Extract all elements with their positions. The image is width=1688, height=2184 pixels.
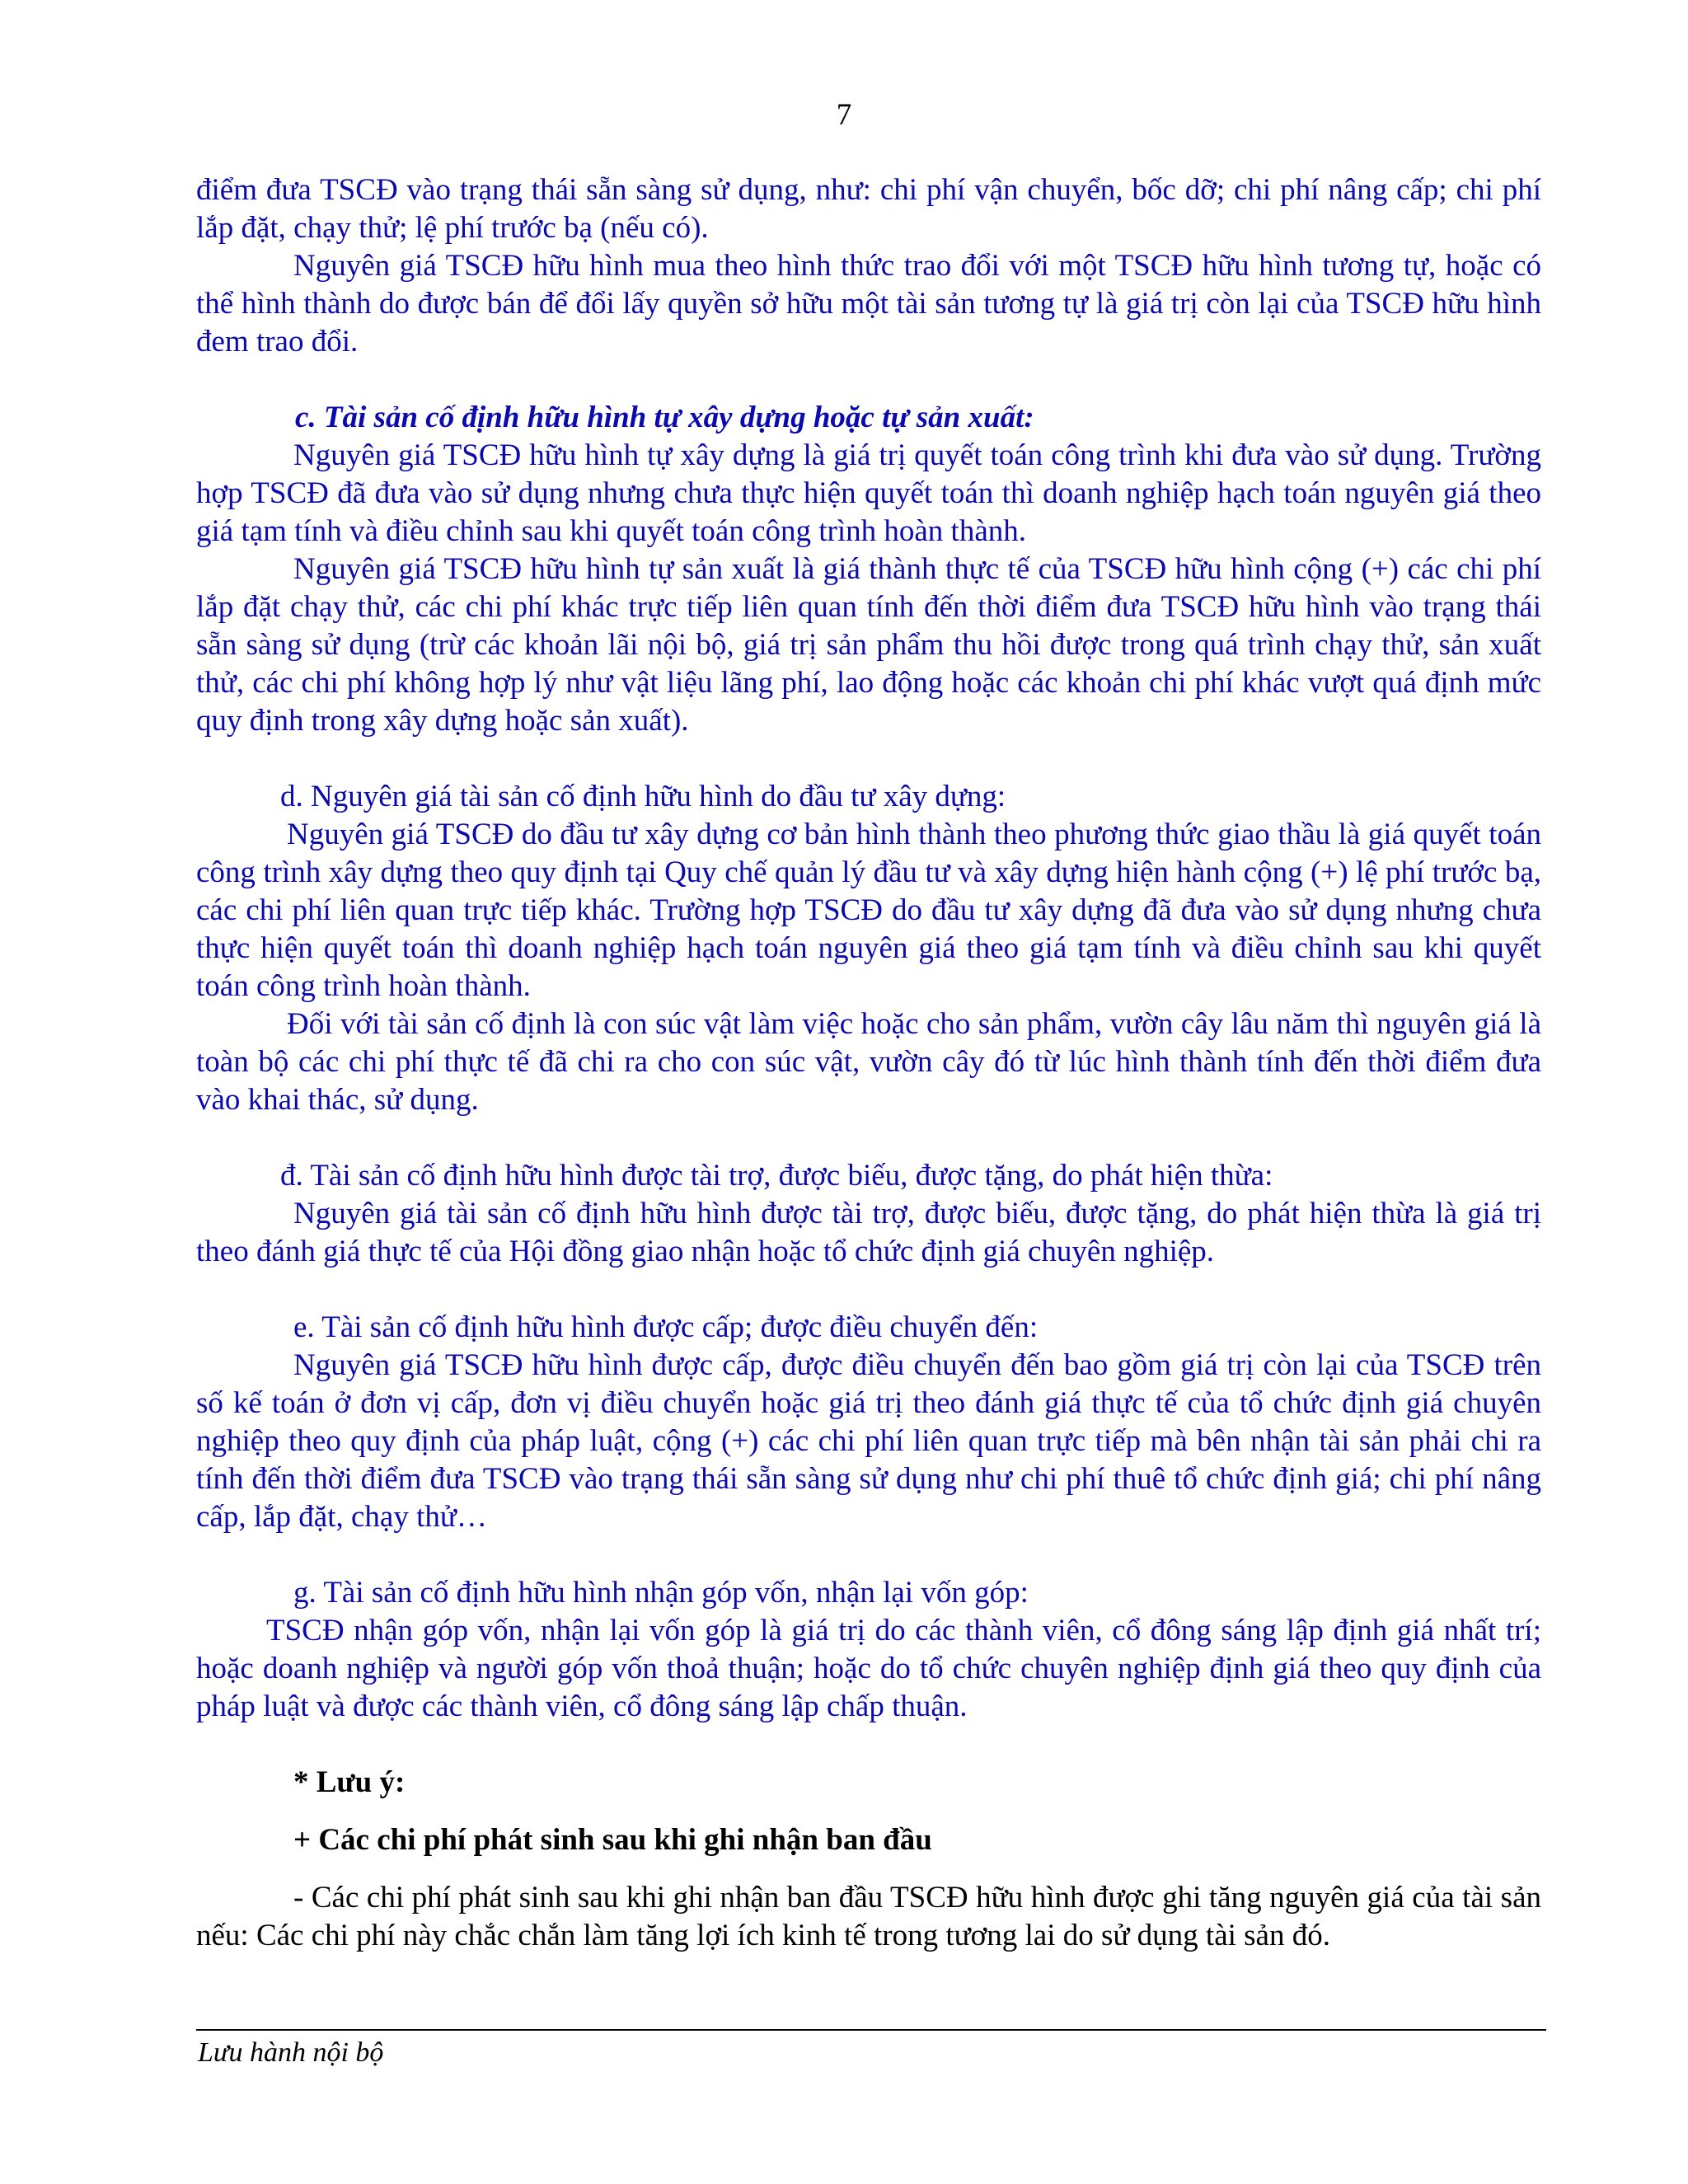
paragraph-transferred-assets: Nguyên giá TSCĐ hữu hình được cấp, được điều chuyển đến bao gồm giá trị còn lại của TSCĐ trên số kế toán ở đơn vị cấp, đơn vị điều chuyển hoặc giá trị theo đánh giá thực tế của tổ chức định giá chuyên nghiệp theo quy định của pháp luật, cộng (+) các chi phí liên quan trực tiếp mà bên nhận tài sản phải chi ra tính đến thời điểm đưa TSCĐ vào trạng thái sẵn sàng sử dụng như chi phí thuê tổ chức định giá; chi phí nâng cấp, lắp đặt, chạy thử…	[196, 1348, 1541, 1534]
paragraph-self-produced: Nguyên giá TSCĐ hữu hình tự sản xuất là giá thành thực tế của TSCĐ hữu hình cộng (+) các chi phí lắp đặt chạy thử, các chi phí khác trực tiếp liên quan tính đến thời điểm đưa TSCĐ hữu hình vào trạng thái sẵn sàng sử dụng (trừ các khoản lãi nội bộ, giá trị sản phẩm thu hồi được trong quá trình chạy thử, sản xuất thử, các chi phí không hợp lý như vật liệu lãng phí, lao động hoặc các khoản chi phí khác vượt quá định mức quy định trong xây dựng hoặc sản xuất).	[196, 552, 1541, 738]
section-heading-d: d. Nguyên giá tài sản cố định hữu hình do đầu tư xây dựng:	[280, 780, 1006, 813]
note-label: * Lưu ý:	[293, 1765, 406, 1799]
document-body	[196, 171, 1541, 1955]
paragraph-subsequent-costs: - Các chi phí phát sinh sau khi ghi nhận ban đầu TSCĐ hữu hình được ghi tăng nguyên giá của tài sản nếu: Các chi phí này chắc chắn làm tăng lợi ích kinh tế trong tương lai do sử dụng tài sản đó.	[196, 1881, 1541, 1952]
footer-divider	[196, 2029, 1546, 2031]
paragraph-intro-continued: điểm đưa TSCĐ vào trạng thái sẵn sàng sử dụng, như: chi phí vận chuyển, bốc dỡ; chi phí nâng cấp; chi phí lắp đặt, chạy thử; lệ phí trước bạ (nếu có).	[196, 173, 1541, 245]
section-heading-e: e. Tài sản cố định hữu hình được cấp; được điều chuyển đến:	[293, 1310, 1039, 1344]
paragraph-construction-investment: Nguyên giá TSCĐ do đầu tư xây dựng cơ bản hình thành theo phương thức giao thầu là giá quyết toán công trình xây dựng theo quy định tại Quy chế quản lý đầu tư và xây dựng hiện hành cộng (+) lệ phí trước bạ, các chi phí liên quan trực tiếp khác. Trường hợp TSCĐ do đầu tư xây dựng đã đưa vào sử dụng nhưng chưa thực hiện quyết toán thì doanh nghiệp hạch toán nguyên giá theo giá tạm tính và điều chỉnh sau khi quyết toán công trình hoàn thành.	[196, 818, 1541, 1003]
paragraph-capital-contribution: TSCĐ nhận góp vốn, nhận lại vốn góp là giá trị do các thành viên, cổ đông sáng lập định giá nhất trí; hoặc doanh nghiệp và người góp vốn thoả thuận; hoặc do tổ chức chuyên nghiệp định giá theo quy định của pháp luật và được các thành viên, cổ đông sáng lập chấp thuận.	[196, 1614, 1541, 1723]
section-heading-c: c. Tài sản cố định hữu hình tự xây dựng hoặc tự sản xuất:	[295, 401, 1034, 434]
section-heading-dd: đ. Tài sản cố định hữu hình được tài trợ, được biếu, được tặng, do phát hiện thừa:	[280, 1159, 1273, 1193]
footer-text: Lưu hành nội bộ	[198, 2037, 384, 2068]
note-heading: + Các chi phí phát sinh sau khi ghi nhận ban đầu	[293, 1823, 932, 1857]
paragraph-self-built: Nguyên giá TSCĐ hữu hình tự xây dựng là giá trị quyết toán công trình khi đưa vào sử dụng. Trường hợp TSCĐ đã đưa vào sử dụng nhưng chưa thực hiện quyết toán thì doanh nghiệp hạch toán nguyên giá theo giá tạm tính và điều chỉnh sau khi quyết toán công trình hoàn thành.	[196, 438, 1541, 548]
paragraph-livestock-orchard: Đối với tài sản cố định là con súc vật làm việc hoặc cho sản phẩm, vườn cây lâu năm thì nguyên giá là toàn bộ các chi phí thực tế đã chi ra cho con súc vật, vườn cây đó từ lúc hình thành tính đến thời điểm đưa vào khai thác, sử dụng.	[196, 1007, 1541, 1117]
section-heading-g: g. Tài sản cố định hữu hình nhận góp vốn, nhận lại vốn góp:	[293, 1576, 1029, 1610]
page-number: 7	[836, 98, 852, 132]
paragraph-exchange-cost: Nguyên giá TSCĐ hữu hình mua theo hình thức trao đổi với một TSCĐ hữu hình tương tự, hoặc có thể hình thành do được bán để đổi lấy quyền sở hữu một tài sản tương tự là giá trị còn lại của TSCĐ hữu hình đem trao đổi.	[196, 249, 1541, 359]
paragraph-donated-assets: Nguyên giá tài sản cố định hữu hình được tài trợ, được biếu, được tặng, do phát hiện thừa là giá trị theo đánh giá thực tế của Hội đồng giao nhận hoặc tổ chức định giá chuyên nghiệp.	[196, 1197, 1541, 1268]
